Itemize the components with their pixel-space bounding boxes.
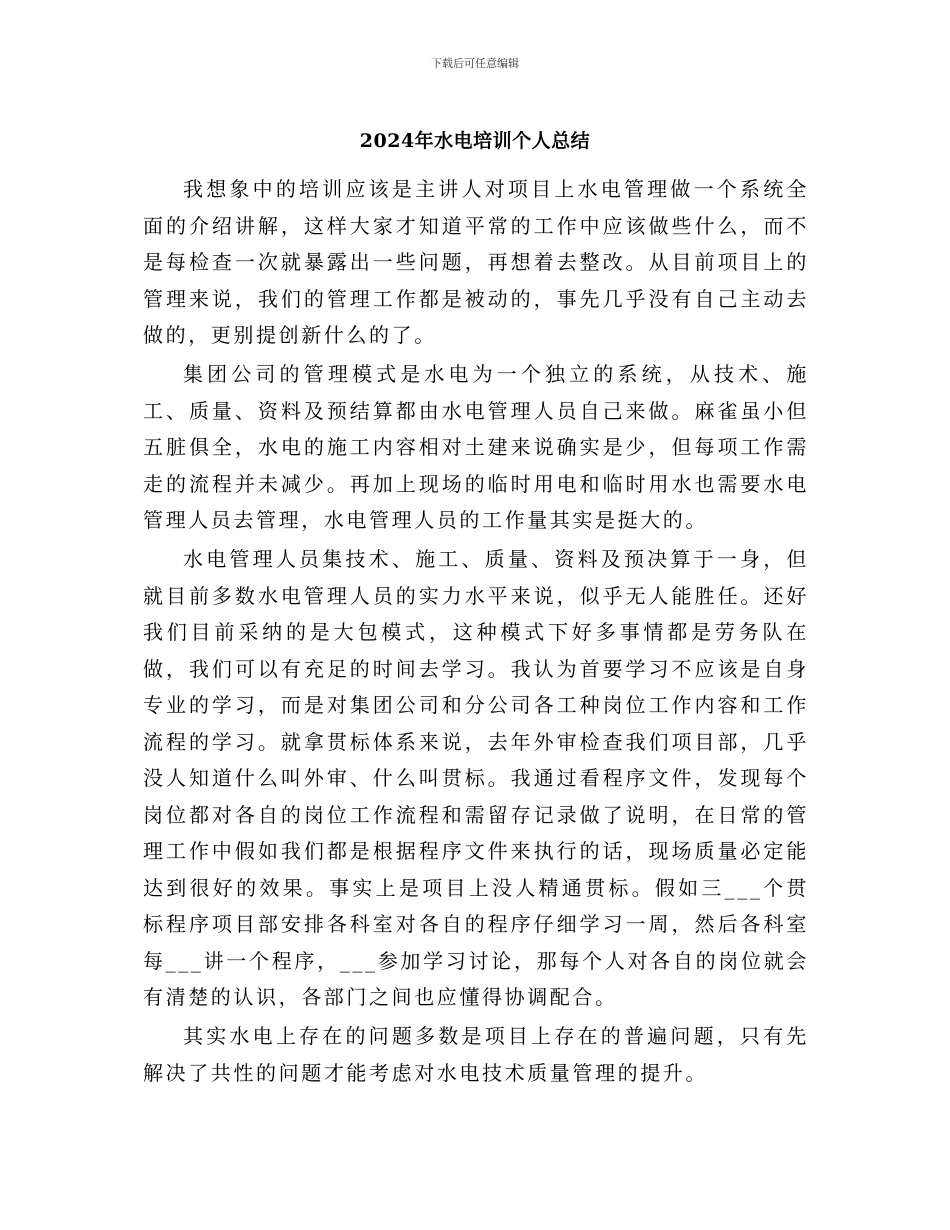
document-body: [143, 171, 809, 1094]
paragraph: 集团公司的管理模式是水电为一个独立的系统，从技术、施工、质量、资料及预结算都由水电管理人员自己来做。麻雀虽小但五脏俱全，水电的施工内容相对土建来说确实是少，但每项工作需走的流程并未减少。再加上现场的临时用电和临时用水也需要水电管理人员去管理，水电管理人员的工作量其实是挺大的。: [143, 362, 809, 532]
paragraph: 水电管理人员集技术、施工、质量、资料及预决算于一身，但就目前多数水电管理人员的实力水平来说，似乎无人能胜任。还好我们目前采纳的是大包模式，这种模式下好多事情都是劳务队在做，我们可以有充足的时间去学习。我认为首要学习不应该是自身专业的学习，而是对集团公司和分公司各工种岗位工作内容和工作流程的学习。就拿贯标体系来说，去年外审检查我们项目部，几乎没人知道什么叫外审、什么叫贯标。我通过看程序文件，发现每个岗位都对各自的岗位工作流程和需留存记录做了说明，在日常的管理工作中假如我们都是根据程序文件来执行的话，现场质量必定能达到很好的效果。事实上是项目上没人精通贯标。假如三___个贯标程序项目部安排各科室对各自的程序仔细学习一周，然后各科室每___讲一个程序，___参加学习讨论，那每个人对各自的岗位就会有清楚的认识，各部门之间也应懂得协调配合。: [143, 547, 809, 1009]
document-title: 2024年水电培训个人总结: [359, 130, 591, 152]
header-note: 下载后可任意编辑: [431, 57, 519, 70]
paragraph: 其实水电上存在的问题多数是项目上存在的普遍问题，只有先解决了共性的问题才能考虑对水电技术质量管理的提升。: [143, 1024, 809, 1085]
paragraph: 我想象中的培训应该是主讲人对项目上水电管理做一个系统全面的介绍讲解，这样大家才知道平常的工作中应该做些什么，而不是每检查一次就暴露出一些问题，再想着去整改。从目前项目上的管理来说，我们的管理工作都是被动的，事先几乎没有自己主动去做的，更别提创新什么的了。: [143, 177, 809, 347]
